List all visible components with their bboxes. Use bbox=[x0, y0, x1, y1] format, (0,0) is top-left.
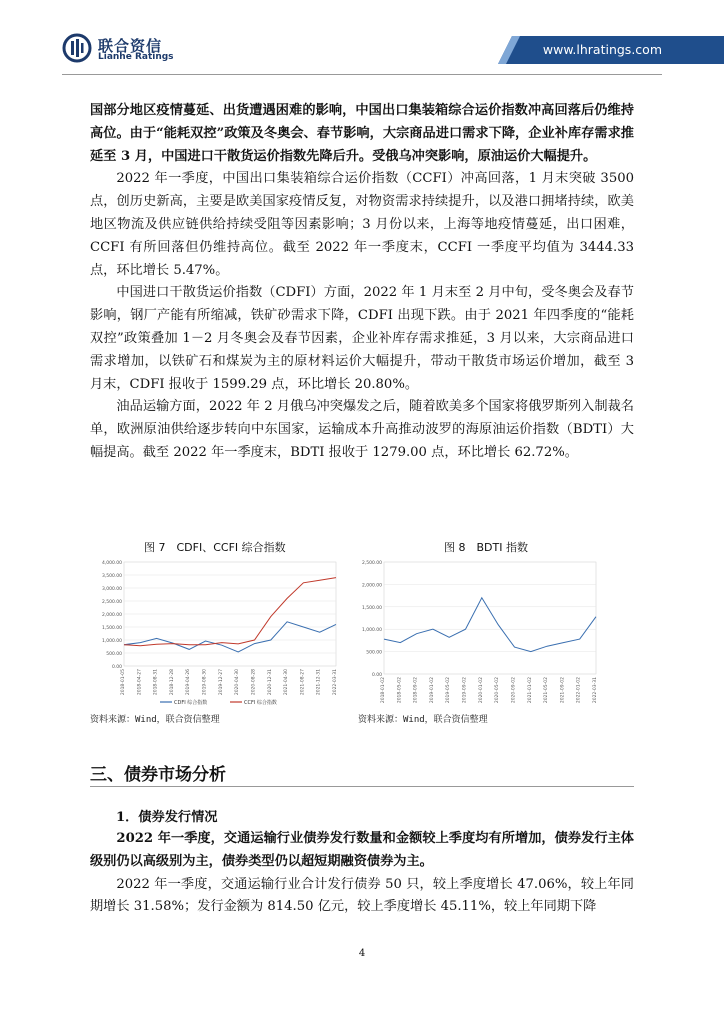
y-tick-label: 500.00 bbox=[366, 650, 382, 656]
y-tick-label: 0.00 bbox=[371, 673, 382, 678]
y-tick-label: 2,000.00 bbox=[361, 583, 382, 589]
header-rule bbox=[62, 74, 662, 75]
subsection-title: 1．债券发行情况 bbox=[116, 810, 218, 825]
x-tick-label: 2019-08-30 bbox=[202, 669, 208, 696]
legend-label: CDFI 综合指数 bbox=[174, 700, 208, 706]
y-tick-label: 4,000.00 bbox=[101, 561, 122, 566]
figure-7-title: 图 7 CDFI、CCFI 综合指数 bbox=[144, 541, 286, 554]
x-tick-label: 2019-09-02 bbox=[462, 677, 468, 704]
x-tick-label: 2022-03-31 bbox=[333, 669, 338, 696]
x-tick-label: 2019-04-26 bbox=[186, 669, 192, 696]
x-tick-label: 2022-01-02 bbox=[576, 677, 582, 704]
paragraph-bdti: 油品运输方面，2022 年 2 月俄乌冲突爆发之后，随着欧美多个国家将俄罗斯列入制裁名单，欧洲原油供给逐步转向中东国家，运输成本升高推动波罗的海原油运价指数（BDTI）大幅提高。截至 2022 年一季度末，BDTI 报收于 1279.00 点，环比增长 62.72%。 bbox=[90, 399, 634, 460]
x-tick-label: 2020-04-30 bbox=[235, 669, 241, 696]
x-tick-label: 2021-08-27 bbox=[300, 669, 306, 696]
paragraph-bond-detail: 2022 年一季度，交通运输行业合计发行债券 50 只，较上季度增长 47.06%，较上年同期增长 31.58%；发行金额为 814.50 亿元，较上季度增长 45.11%，较上年同期下降 bbox=[90, 876, 634, 915]
y-tick-label: 0.00 bbox=[111, 665, 122, 670]
x-tick-label: 2020-09-02 bbox=[511, 677, 517, 704]
page-number: 4 bbox=[358, 948, 366, 959]
figure-7-source: 资料来源：Wind，联合资信整理 bbox=[90, 715, 220, 725]
y-tick-label: 1,000.00 bbox=[361, 628, 382, 634]
x-tick-label: 2021-01-02 bbox=[527, 677, 533, 704]
chart-cdfi-ccfi bbox=[90, 556, 342, 708]
x-tick-label: 2022-03-31 bbox=[593, 677, 598, 704]
x-tick-label: 2019-01-02 bbox=[429, 677, 435, 704]
plot-area bbox=[384, 562, 596, 674]
x-tick-label: 2019-12-27 bbox=[218, 669, 224, 696]
y-tick-label: 2,500.00 bbox=[101, 600, 122, 605]
x-tick-label: 2021-04-30 bbox=[284, 669, 290, 696]
y-tick-label: 2,500.00 bbox=[361, 561, 382, 566]
x-tick-label: 2020-12-31 bbox=[267, 669, 273, 696]
paragraph-summary: 国部分地区疫情蔓延、出货遭遇困难的影响，中国出口集装箱综合运价指数冲高回落后仍维持高位。由于“能耗双控”政策及冬奥会、春节影响，大宗商品进口需求下降，企业补库存需求推延至 3 月，中国进口干散货运价指数先降后升。受俄乌冲突影响，原油运价大幅提升。 bbox=[90, 103, 634, 164]
x-tick-label: 2020-01-02 bbox=[478, 677, 484, 704]
paragraph-cdfi: 中国进口干散货运价指数（CDFI）方面，2022 年 1 月末至 2 月中旬，受冬奥会及春节影响，钢厂产能有所缩减，铁矿砂需求下降，CDFI 出现下跌。由于 2021 年四季度的“能耗双控”政策叠加 1－2 月冬奥会及春节因素，企业补库存需求推延，3 月以来，大宗商品进口需求增加，以铁矿石和煤炭为主的原材料运价大幅提升，带动干散货市场运价增加，截至 3 月末，CDFI 报收于 1599.29 点，环比增长 20.80%。 bbox=[90, 285, 634, 392]
x-tick-label: 2018-08-31 bbox=[153, 669, 159, 696]
section-rule bbox=[90, 786, 634, 787]
y-tick-label: 1,000.00 bbox=[101, 639, 122, 644]
x-tick-label: 2019-05-02 bbox=[446, 677, 452, 704]
x-tick-label: 2018-05-02 bbox=[397, 677, 403, 704]
website-url[interactable]: www.lhratings.com bbox=[542, 42, 662, 57]
x-tick-label: 2018-04-27 bbox=[137, 669, 143, 696]
y-tick-label: 3,000.00 bbox=[101, 587, 122, 592]
lianhe-logo-icon bbox=[62, 33, 92, 63]
paragraph-bond-summary: 2022 年一季度，交通运输行业债券发行数量和金额较上季度均有所增加，债券发行主体级别仍以高级别为主，债券类型仍以超短期融资债券为主。 bbox=[90, 831, 634, 869]
legend-label: CCFI 综合指数 bbox=[244, 700, 277, 706]
body-text bbox=[90, 100, 634, 465]
x-tick-label: 2021-09-02 bbox=[560, 677, 566, 704]
figure-8-source: 资料来源：Wind，联合资信整理 bbox=[358, 715, 488, 725]
y-tick-label: 1,500.00 bbox=[101, 626, 122, 631]
x-tick-label: 2021-12-31 bbox=[316, 669, 322, 696]
y-tick-label: 500.00 bbox=[106, 652, 122, 657]
x-tick-label: 2021-05-02 bbox=[544, 677, 550, 704]
y-tick-label: 3,500.00 bbox=[101, 574, 122, 579]
y-tick-label: 1,500.00 bbox=[361, 605, 382, 611]
page-header bbox=[0, 0, 724, 80]
x-tick-label: 2020-05-02 bbox=[495, 677, 501, 704]
paragraph-ccfi: 2022 年一季度，中国出口集装箱综合运价指数（CCFI）冲高回落，1 月末突破 3500 点，创历史新高，主要是欧美国家疫情反复，对物资需求持续提升，以及港口拥堵持续，欧美地区物流及供应链供给持续受阻等因素影响；3 月份以来，上海等地疫情蔓延，出口困难，CCFI 有所回落但仍维持高位。截至 2022 年一季度末，CCFI 一季度平均值为 3444.33 点，环比增长 5.47%。 bbox=[90, 171, 634, 278]
section-title: 三、债券市场分析 bbox=[90, 765, 226, 785]
company-logo bbox=[62, 33, 212, 69]
chart-bdti bbox=[350, 556, 602, 708]
x-tick-label: 2018-12-28 bbox=[169, 669, 175, 696]
x-tick-label: 2020-08-28 bbox=[251, 669, 257, 696]
figure-8-title: 图 8 BDTI 指数 bbox=[444, 541, 528, 554]
y-tick-label: 2,000.00 bbox=[101, 613, 122, 618]
section-body bbox=[90, 828, 634, 919]
logo-chinese: 联合资信 bbox=[98, 37, 163, 55]
x-tick-label: 2018-01-05 bbox=[121, 669, 126, 696]
x-tick-label: 2018-09-02 bbox=[413, 677, 419, 704]
x-tick-label: 2018-01-02 bbox=[381, 677, 386, 704]
logo-english: Lianhe Ratings bbox=[98, 52, 174, 62]
